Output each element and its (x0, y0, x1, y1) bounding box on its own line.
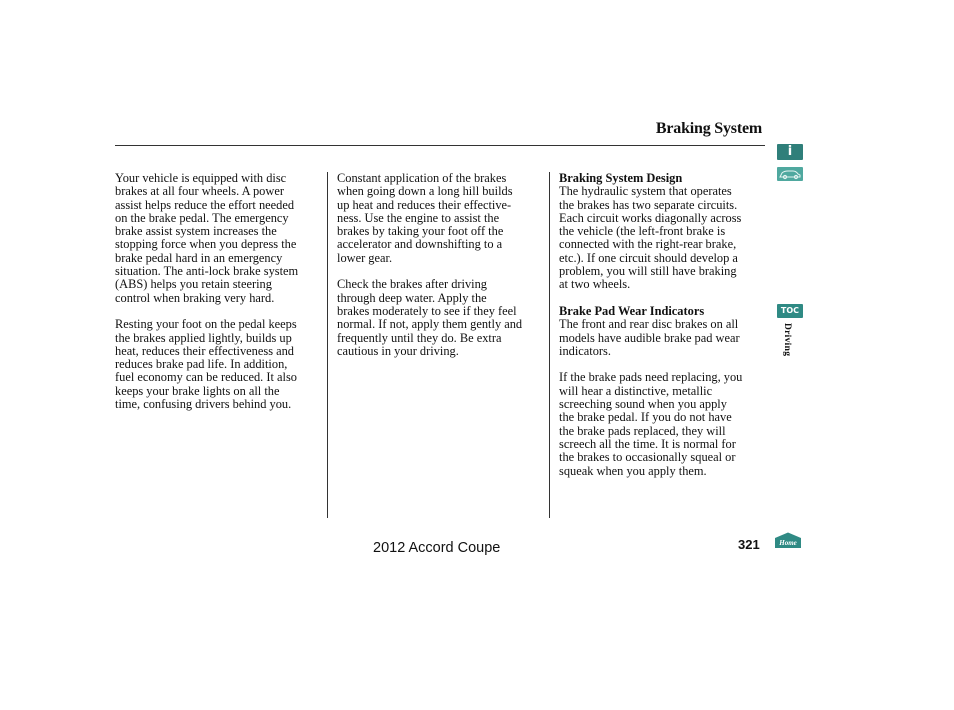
section-heading: Brake Pad Wear Indicators (559, 303, 705, 318)
text-line: Each circuit works diagonally across (559, 210, 742, 225)
text-line: the vehicle (the left-front brake is (559, 224, 726, 239)
text-line: problem, you will still have braking (559, 264, 737, 279)
footer-model: 2012 Accord Coupe (373, 540, 501, 556)
text-line: situation. The anti-lock brake system (115, 264, 299, 279)
text-line: accelerator and downshifting to a (337, 237, 503, 252)
text-line: reduces brake pad life. In addition, (115, 357, 288, 372)
text-line: Your vehicle is equipped with disc (115, 171, 287, 185)
paragraph (337, 172, 545, 265)
text-line: at two wheels. (559, 277, 631, 292)
column-divider (327, 172, 328, 518)
text-line: on the brake pedal. The emergency (115, 210, 289, 225)
text-line: lower gear. (337, 250, 393, 265)
text-line: the brakes applied lightly, builds up (115, 330, 292, 345)
page-title: Braking System (655, 120, 762, 137)
column-divider (549, 172, 550, 518)
text-line: heat, reduces their effectiveness and (115, 343, 295, 358)
section-heading: Braking System Design (559, 171, 683, 185)
text-line: Constant application of the brakes (337, 171, 507, 185)
text-column-1 (115, 172, 323, 425)
paragraph (337, 278, 545, 358)
text-column-3 (559, 172, 765, 491)
text-line: control when braking very hard. (115, 290, 275, 305)
text-line: the brake pads replaced, they will (559, 423, 726, 438)
text-line: up heat and reduces their effective- (337, 197, 512, 212)
home-button[interactable] (774, 532, 802, 549)
text-line: the brakes to occasionally squeal or (559, 450, 736, 465)
text-line: The front and rear disc brakes on all (559, 317, 739, 332)
text-line: brake pedal hard in an emergency (115, 250, 283, 265)
text-line: Check the brakes after driving (337, 277, 488, 292)
toc-button[interactable] (777, 304, 803, 318)
text-line: cautious in your driving. (337, 343, 459, 358)
paragraph (559, 185, 765, 291)
text-line: etc.). If one circuit should develop a (559, 250, 738, 265)
text-line: brakes at all four wheels. A power (115, 184, 284, 199)
paragraph (559, 371, 765, 477)
paragraph (115, 172, 323, 305)
page-number: 321 (738, 537, 760, 552)
info-icon: i (787, 144, 793, 159)
toc-label: TOC (780, 306, 800, 315)
text-line: through deep water. Apply the (337, 290, 487, 305)
text-line: keeps your brake lights on all the (115, 383, 280, 398)
text-line: when going down a long hill builds (337, 184, 513, 199)
text-line: stopping force when you depress the (115, 237, 297, 252)
home-icon (774, 532, 802, 549)
text-line: Resting your foot on the pedal keeps (115, 317, 297, 332)
text-line: fuel economy can be reduced. It also (115, 370, 297, 385)
text-line: assist helps reduce the effort needed (115, 197, 295, 212)
text-line: the brake pedal. If you do not have (559, 410, 732, 425)
car-icon (777, 167, 803, 181)
text-line: normal. If not, apply them gently and (337, 317, 523, 332)
text-line: (ABS) helps you retain steering (115, 277, 272, 292)
text-line: will hear a distinctive, metallic (559, 383, 713, 398)
text-line: models have audible brake pad wear (559, 330, 740, 345)
section-tab-label: Driving (782, 323, 792, 357)
header-divider (115, 145, 765, 146)
vehicle-index-button[interactable] (777, 167, 803, 181)
info-button[interactable] (777, 144, 803, 160)
text-line: indicators. (559, 343, 611, 358)
text-line: screeching sound when you apply (559, 397, 727, 412)
text-line: brakes by taking your foot off the (337, 224, 504, 239)
text-line: brake assist system increases the (115, 224, 277, 239)
text-line: brakes moderately to see if they feel (337, 303, 517, 318)
paragraph (115, 318, 323, 411)
text-column-2 (337, 172, 545, 371)
text-line: ness. Use the engine to assist the (337, 210, 500, 225)
text-line: connected with the right-rear brake, (559, 237, 737, 252)
text-line: squeak when you apply them. (559, 463, 707, 478)
text-line: screech all the time. It is normal for (559, 436, 736, 451)
text-line: frequently until they do. Be extra (337, 330, 502, 345)
text-line: the brakes has two separate circuits. (559, 197, 738, 212)
text-line: If the brake pads need replacing, you (559, 370, 743, 385)
paragraph (559, 318, 765, 358)
home-label: Home (779, 539, 797, 547)
text-line: The hydraulic system that operates (559, 184, 732, 199)
text-line: time, confusing drivers behind you. (115, 397, 292, 412)
